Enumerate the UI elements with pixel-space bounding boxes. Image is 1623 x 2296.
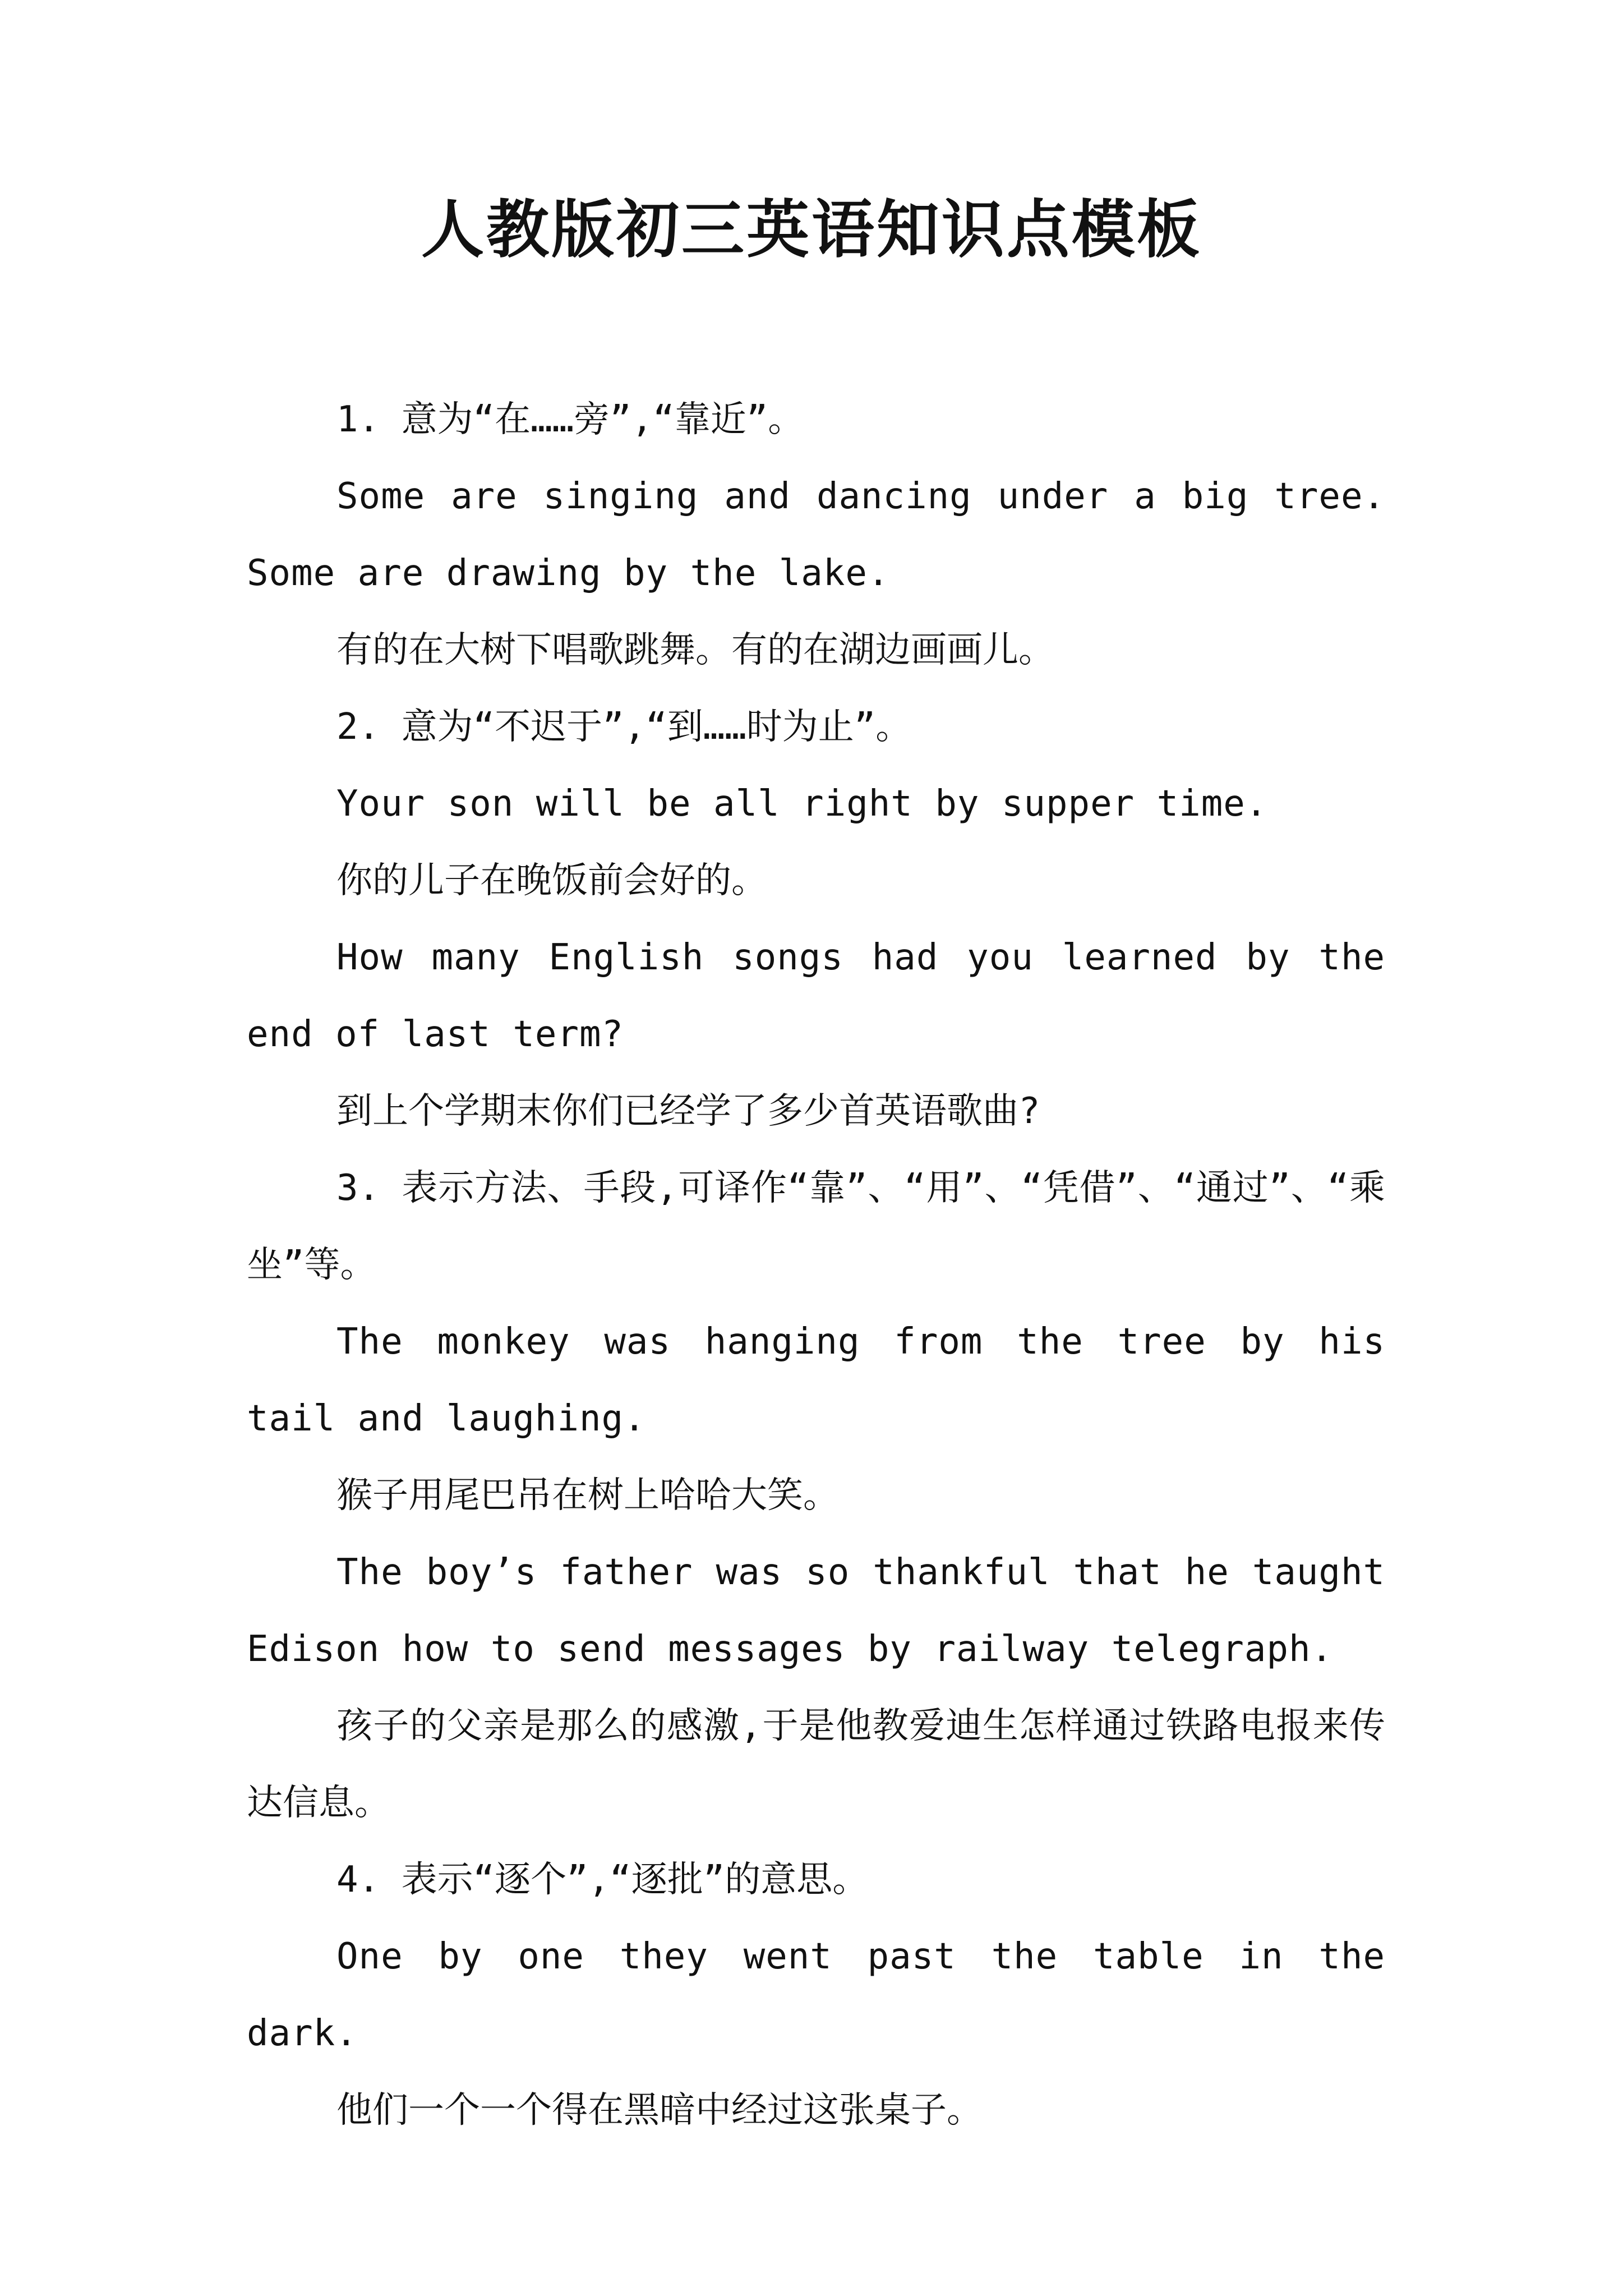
paragraph-example-en: Some are singing and dancing under a big tree. Some are drawing by the lake. [247,476,1385,594]
paragraph-3-heading: 3. 表示方法、手段,可译作“靠”、“用”、“凭借”、“通过”、“乘坐”等。 [247,1167,1385,1286]
paragraph-example-en: The boy’s father was so thankful that he taught Edison how to send messages by railway telegraph. [247,1552,1385,1670]
document-title: 人教版初三英语知识点模板 [421,193,1202,266]
paragraph-example-en: How many English songs had you learned by the end of last term? [247,937,1385,1055]
paragraph-example-en: The monkey was hanging from the tree by his tail and laughing. [247,1321,1385,1439]
paragraph-1-heading: 1. 意为“在……旁”,“靠近”。 [336,399,804,440]
paragraph-example-zh: 猴子用尾巴吊在树上哈哈大笑。 [336,1475,839,1516]
paragraph-2-heading: 2. 意为“不迟于”,“到……时为止”。 [336,706,912,748]
paragraph-example-zh: 到上个学期末你们已经学了多少首英语歌曲? [336,1091,1040,1132]
paragraph-4-heading: 4. 表示“逐个”,“逐批”的意思。 [336,1859,869,1901]
paragraph-example-en: One by one they went past the table in the dark. [247,1936,1385,2054]
paragraph-example-zh: 孩子的父亲是那么的感激,于是他教爱迪生怎样通过铁路电报来传达信息。 [247,1705,1385,1824]
paragraph-example-zh: 有的在大树下唱歌跳舞。有的在湖边画画儿。 [336,629,1054,671]
document-body [247,381,1385,2149]
paragraph-example-zh: 他们一个一个得在黑暗中经过这张桌子。 [336,2090,983,2131]
paragraph-example-zh: 你的儿子在晚饭前会好的。 [336,860,767,901]
paragraph-example-en: Your son will be all right by supper time. [336,783,1268,825]
